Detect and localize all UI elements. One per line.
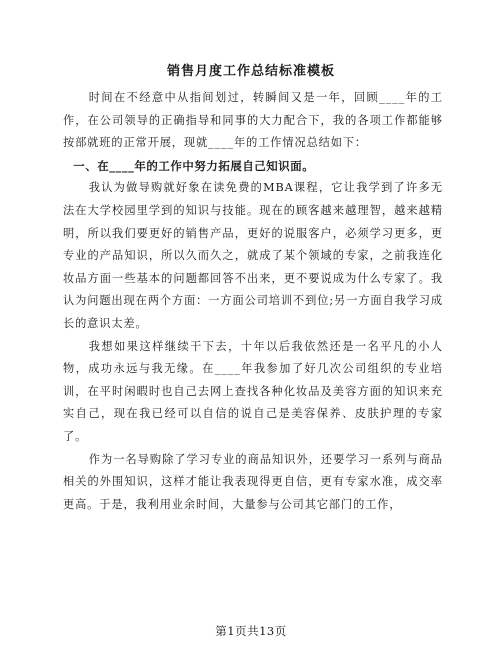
document-title: 销售月度工作总结标准模板 bbox=[166, 64, 335, 79]
document-body bbox=[63, 87, 443, 516]
paragraph-knowledge: 作为一名导购除了学习专业的商品知识外，还要学习一系列与商品相关的外围知识，这样才能让我表现得更自信，更有专家水准，成交率更高。于是，我利用业余时间，大量参与公司其它部门的工作， bbox=[63, 452, 443, 511]
paragraph-mba: 我认为做导购就好象在读免费的MBA课程，它让我学到了许多无法在大学校园里学到的知识与技能。现在的顾客越来越理智，越来越精明，所以我们要更好的销售产品，更好的说服客户，必须学习更多，更专业的产品知识，所以久而久之，就成了某个领域的专家，之前我连化妆品方面一些基本的问题都回答不出来，更不要说成为什么专家了。我认为问题出现在两个方面：一方面公司培训不到位;另一方面自我学习成长的意识太差。 bbox=[63, 181, 443, 330]
page-number-footer: 第1页共13页 bbox=[215, 624, 287, 638]
paragraph-intro: 时间在不经意中从指间划过，转瞬间又是一年，回顾____年的工作，在公司领导的正确指导和同事的大力配合下，我的各项工作都能够按部就班的正常开展，现就____年的工作情况总结如下： bbox=[63, 91, 443, 150]
paragraph-growth: 我想如果这样继续干下去，十年以后我依然还是一名平凡的小人物，成功永远与我无缘。在____年我参加了好几次公司组织的专业培训，在平时闲暇时也自己去网上查找各种化妆品及美容方面的知识来充实自己，现在我已经可以自信的说自己是美容保养、皮肤护理的专家了。 bbox=[63, 339, 443, 443]
section-heading-1: 一、在____年的工作中努力拓展自己知识面。 bbox=[73, 158, 315, 173]
